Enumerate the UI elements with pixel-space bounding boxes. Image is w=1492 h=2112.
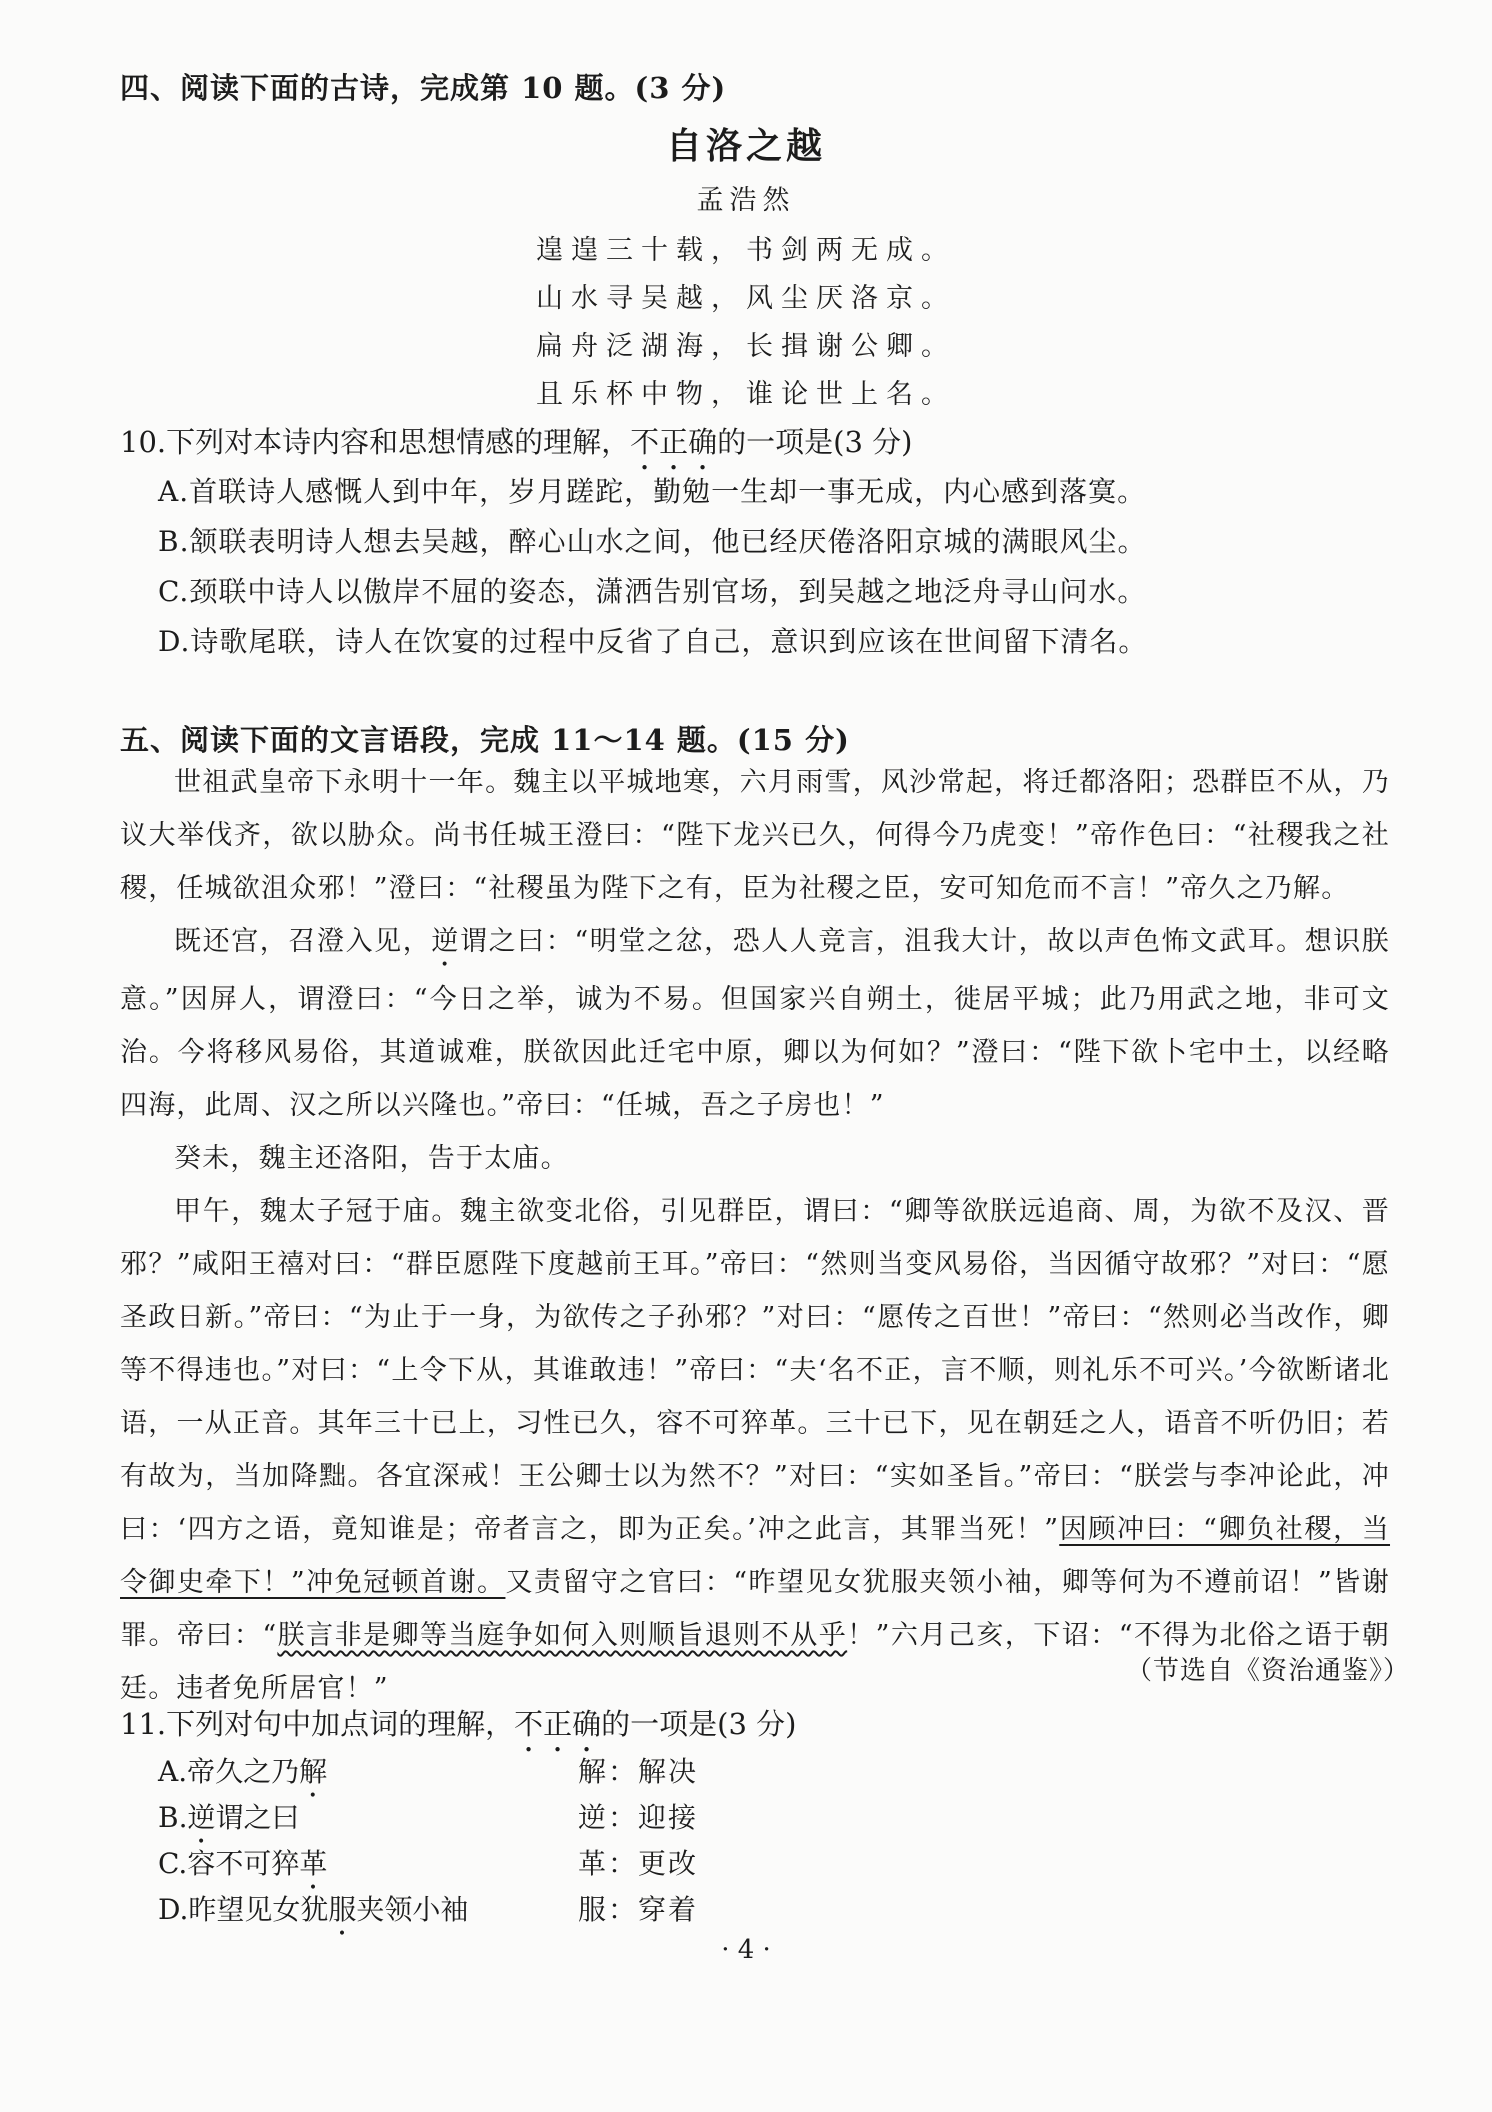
emphasis-text: 不正确 <box>514 1707 602 1741</box>
question-11-option-a: A.帝久之乃解 解：解决 <box>158 1750 698 1804</box>
emphasis-text: 解 <box>299 1755 328 1788</box>
poem-line: 扁舟泛湖海，长揖谢公卿。 <box>536 331 956 362</box>
question-11-option-d: D.昨望见女犹服夹领小袖 服：穿着 <box>158 1888 698 1942</box>
section-5-heading: 五、阅读下面的文言语段，完成 11～14 题。(15 分) <box>120 723 850 757</box>
passage-paragraph: 既还宫，召澄入见，逆谓之曰：“明堂之忿，恐人人竞言，沮我大计，故以声色怖文武耳。想识朕意。”因屏人，谓澄曰：“今日之举，诚为不易。但国家兴自朔土，徙居平城；此乃用武之地，非可文治。今将移风易俗，其道诚难，朕欲因此迁宅中原，卿以为何如？”澄曰：“陛下欲卜宅中土，以经略四海，此周、汉之所以兴隆也。”帝曰：“任城，吾之子房也！” <box>120 926 1391 1121</box>
poem-title: 自洛之越 <box>665 125 826 167</box>
underlined-sentence: 因顾冲曰：“卿负社稷，当令御史牵下！”冲免冠顿首谢。 <box>120 1514 1391 1598</box>
question-10-option-d: D.诗歌尾联，诗人在饮宴的过程中反省了自己，意识到应该在世间留下清名。 <box>158 625 1148 658</box>
wavy-underlined-sentence: 朕言非是卿等当庭争如何入则顺旨退则不从乎 <box>277 1620 848 1651</box>
emphasis-text: 不正确 <box>630 425 718 459</box>
passage-source: （节选自《资治通鉴》） <box>1125 1656 1410 1686</box>
emphasis-text: 逆 <box>431 926 460 957</box>
classical-passage <box>120 756 1390 1715</box>
question-10-option-b: B.颔联表明诗人想去吴越，醉心山水之间，他已经厌倦洛阳京城的满眼风尘。 <box>158 525 1147 558</box>
question-11-stem: 11.下列对句中加点词的理解，不正确的一项是(3 分) <box>120 1707 797 1741</box>
poem-line: 且乐杯中物，谁论世上名。 <box>536 379 956 410</box>
question-11-option-c: C.容不可猝革 革：更改 <box>158 1842 698 1896</box>
option-gloss: 革：更改 <box>578 1847 699 1880</box>
emphasis-text: 革 <box>299 1847 328 1880</box>
poem-line: 遑遑三十载，书剑两无成。 <box>536 235 956 266</box>
question-11-option-b: B.逆谓之曰 逆：迎接 <box>158 1796 698 1850</box>
question-10-option-a: A.首联诗人感慨人到中年，岁月蹉跎，勤勉一生却一事无成，内心感到落寞。 <box>158 475 1147 508</box>
option-gloss: 解：解决 <box>578 1755 699 1788</box>
page-number: · 4 · <box>721 1935 771 1965</box>
option-gloss: 服：穿着 <box>578 1893 699 1926</box>
poem-author: 孟浩然 <box>696 185 796 216</box>
passage-paragraph: 癸未，魏主还洛阳，告于太庙。 <box>174 1143 569 1174</box>
emphasis-text: 服 <box>328 1893 357 1926</box>
question-10-option-c: C.颈联中诗人以傲岸不屈的姿态，潇洒告别官场，到吴越之地泛舟寻山问水。 <box>158 575 1147 608</box>
poem-line: 山水寻吴越，风尘厌洛京。 <box>536 283 956 314</box>
option-gloss: 逆：迎接 <box>578 1801 699 1834</box>
section-4-heading: 四、阅读下面的古诗，完成第 10 题。(3 分) <box>120 71 727 105</box>
passage-paragraph: 甲午，魏太子冠于庙。魏主欲变北俗，引见群臣，谓曰：“卿等欲朕远追商、周，为欲不及汉、晋邪？”咸阳王禧对曰：“群臣愿陛下度越前王耳。”帝曰：“然则当变风易俗，当因循守故邪？”对曰：“愿圣政日新。”帝曰：“为止于一身，为欲传之子孙邪？”对曰：“愿传之百世！”帝曰：“然则必当改作，卿等不得违也。”对曰：“上令下从，其谁敢违！”帝曰：“夫‘名不正，言不顺，则礼乐不可兴。’今欲断诸北语，一从正音。其年三十已上，习性已久，容不可猝革。三十已下，见在朝廷之人，语音不听仍旧；若有故为，当加降黜。各宜深戒！王公卿士以为然不？”对曰：“实如圣旨。”帝曰：“朕尝与李冲论此，冲曰：‘四方之语，竟知谁是；帝者言之，即为正矣。’冲之此言，其罪当死！”因顾冲曰：“卿负社稷，当令御史牵下！”冲免冠顿首谢。又责留守之官曰：“昨望见女犹服夹领小袖，卿等何为不遵前诏！”皆谢罪。帝曰：“朕言非是卿等当庭争如何入则顺旨退则不从乎！”六月己亥，下诏：“不得为北俗之语于朝廷。违者免所居官！” <box>120 1196 1391 1704</box>
question-10-stem: 10.下列对本诗内容和思想情感的理解，不正确的一项是(3 分) <box>120 425 913 459</box>
passage-paragraph: 世祖武皇帝下永明十一年。魏主以平城地寒，六月雨雪，风沙常起，将迁都洛阳；恐群臣不从，乃议大举伐齐，欲以胁众。尚书任城王澄曰：“陛下龙兴已久，何得今乃虎变！”帝作色曰：“社稷我之社稷，任城欲沮众邪！”澄曰：“社稷虽为陛下之有，臣为社稷之臣，安可知危而不言！”帝久之乃解。 <box>120 767 1390 904</box>
emphasis-text: 逆 <box>187 1801 216 1834</box>
